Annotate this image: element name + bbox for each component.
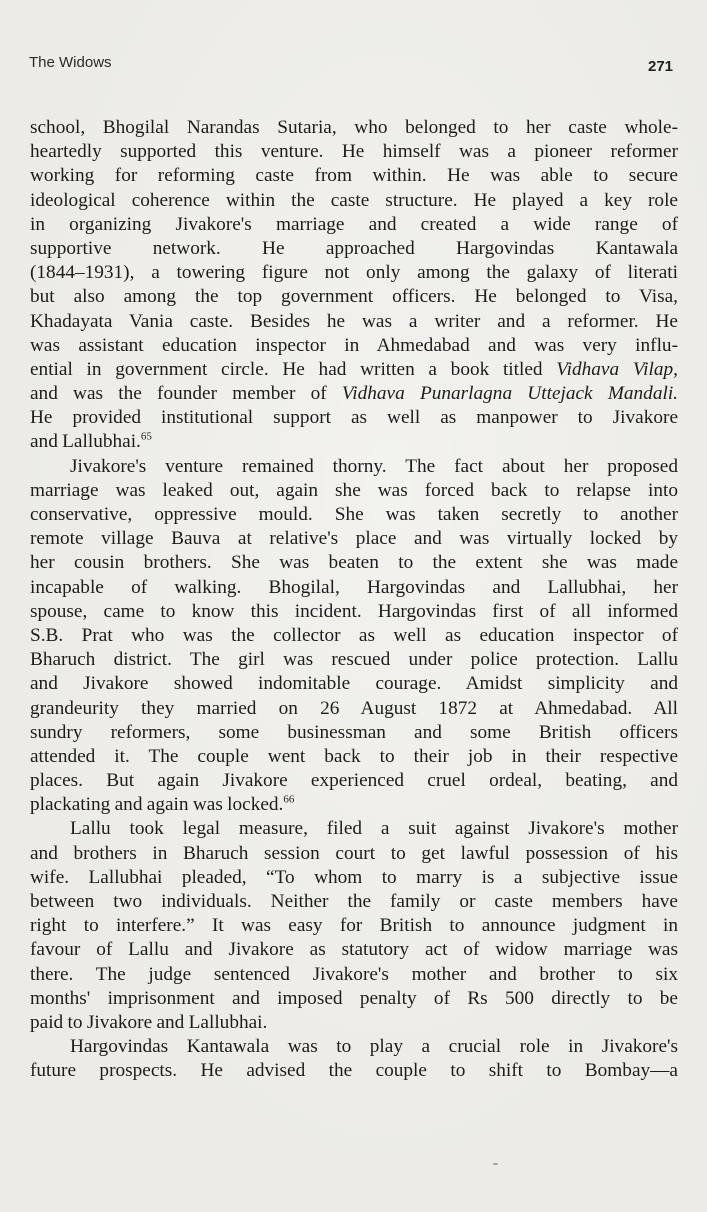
paragraph-start-line: Hargovindas Kantawala was to play a crucial role in Jivakore's [70, 1036, 678, 1058]
text-line: Khadayata Vania caste. Besides he was a writer and a reformer. He [30, 310, 678, 332]
text-line: S.B. Prat who was the collector as well as education inspector of [30, 624, 678, 646]
text-line-with-footnote [30, 793, 678, 817]
page-number: 271 [648, 58, 674, 75]
footnote-ref-65: 65 [140, 431, 152, 444]
book-title-mandali: Vidhava Punarlagna Uttejack Mandali. [341, 383, 678, 405]
text-line: marriage was leaked out, again she was forced back to relapse into [30, 479, 678, 501]
text-segment: ential in government circle. He had written a book titled [30, 358, 543, 380]
text-line: was assistant education inspector in Ahmedabad and was very influ- [30, 334, 678, 356]
text-line: school, Bhogilal Narandas Sutaria, who belonged to her caste whole- [30, 117, 678, 138]
text-line: and Jivakore showed indomitable courage. Amidst simplicity and [30, 673, 678, 695]
text-line: conservative, oppressive mould. She was taken secretly to another [30, 504, 678, 525]
paragraph-start-line: Jivakore's venture remained thorny. The fact about her proposed [70, 455, 678, 477]
text-line: but also among the top government officers. He belonged to Visa, [30, 286, 678, 308]
text-line: wife. Lallubhai pleaded, “To whom to marry is a subjective issue [30, 866, 678, 888]
text-line: in organizing Jivakore's marriage and created a wide range of [30, 213, 678, 235]
text-line: favour of Lallu and Jivakore as statutory act of widow marriage was [30, 939, 678, 961]
text-line: sundry reformers, some businessman and some British officers [30, 721, 678, 743]
text-line: there. The judge sentenced Jivakore's mother and brother to six [30, 963, 678, 985]
text-line: ideological coherence within the caste structure. He played a key role [30, 189, 678, 211]
text-line: right to interfere.” It was easy for British to announce judgment in [30, 915, 678, 937]
text-line-with-title [30, 382, 678, 406]
text-line: future prospects. He advised the couple to shift to Bombay—a [30, 1060, 678, 1082]
text-line: paid to Jivakore and Lallubhai. [30, 1011, 268, 1033]
footnote-ref-66: 66 [283, 793, 295, 806]
text-line: incapable of walking. Bhogilal, Hargovindas and Lallubhai, her [30, 576, 678, 598]
text-line: and brothers in Bharuch session court to get lawful possession of his [30, 842, 678, 864]
text-line: between two individuals. Neither the family or caste members have [30, 891, 678, 912]
text-line: spouse, came to know this incident. Hargovindas first of all informed [30, 600, 678, 622]
text-line: supportive network. He approached Hargovindas Kantawala [30, 237, 678, 259]
running-head: The Widows [29, 54, 112, 71]
text-line: months' imprisonment and imposed penalty of Rs 500 directly to be [30, 987, 678, 1009]
text-line: places. But again Jivakore experienced cruel ordeal, beating, and [30, 770, 678, 792]
text-line: working for reforming caste from within. He was able to secure [30, 165, 678, 187]
text-line-with-title [30, 358, 678, 382]
text-line: remote village Bauva at relative's place and was virtually locked by [30, 528, 678, 550]
body-text [30, 116, 678, 1084]
text-line: heartedly supported this venture. He himself was a pioneer reformer [30, 141, 678, 163]
text-line: her cousin brothers. She was beaten to the extent she was made [30, 552, 678, 574]
text-line: grandeurity they married on 26 August 1872 at Ahmedabad. All [30, 697, 678, 719]
text-line: attended it. The couple went back to their job in their respective [30, 745, 678, 767]
text-line-with-footnote [30, 430, 678, 454]
text-line: Bharuch district. The girl was rescued under police protection. Lallu [30, 649, 678, 671]
text-segment: plackating and again was locked. [30, 794, 284, 816]
text-line: He provided institutional support as well as manpower to Jivakore [30, 407, 678, 429]
paper-speck [493, 1163, 498, 1165]
text-segment: and Lallubhai. [30, 431, 141, 453]
paragraph-start-line: Lallu took legal measure, filed a suit against Jivakore's mother [70, 818, 678, 840]
text-line: (1844–1931), a towering figure not only among the galaxy of literati [30, 262, 678, 284]
text-segment: and was the founder member of [30, 383, 327, 405]
book-title-vidhava-vilap: Vidhava Vilap, [556, 358, 678, 380]
